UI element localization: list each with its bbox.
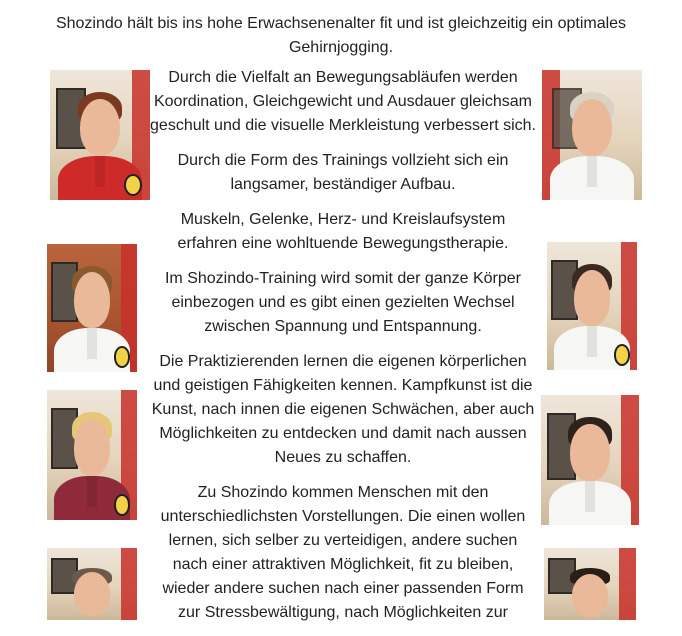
paragraph-5: Die Praktizierenden lernen die eigenen körperlichen und geistigen Fähigkeiten kennen. Kampfkunst ist die Kunst, nach innen die eigenen Schwächen, aber auch Möglichkeiten zu entdecken und damit nach aussen Neues zu schaffen.	[151, 353, 535, 466]
paragraph-3: Muskeln, Gelenke, Herz- und Kreislaufsystem erfahren eine wohltuende Bewegungstherapie.	[177, 211, 509, 252]
portrait-photo-left-2	[47, 244, 137, 372]
paragraph-4: Im Shozindo-Training wird somit der ganze Körper einbezogen und es gibt einen gezielten Wechsel zwischen Spannung und Entspannung.	[164, 270, 521, 335]
portrait-photo-right-2	[547, 242, 637, 370]
intro-text: Shozindo hält bis ins hohe Erwachsenenalter fit und ist gleichzeitig ein optimales Gehirnjogging.	[55, 15, 627, 56]
portrait-photo-left-3	[47, 390, 137, 520]
paragraph-2: Durch die Form des Trainings vollzieht sich ein langsamer, beständiger Aufbau.	[177, 152, 509, 193]
portrait-photo-right-4	[544, 548, 636, 620]
portrait-photo-left-1	[50, 70, 150, 200]
paragraph-6: Zu Shozindo kommen Menschen mit den unterschiedlichsten Vorstellungen. Die einen wollen lernen, sich selber zu verteidigen, andere suchen nach einer attraktiven Möglichkeit, fit zu bleiben, wieder andere suchen nach einer passenden Form zur Stressbewältigung, nach Möglichkeiten zur	[160, 484, 526, 621]
portrait-photo-right-1	[542, 70, 642, 200]
body-text	[150, 66, 536, 636]
paragraph-1: Durch die Vielfalt an Bewegungsabläufen werden Koordination, Gleichgewicht und Ausdauer gleichsam geschult und die visuelle Merkleistung verbessert sich.	[150, 69, 536, 134]
portrait-photo-right-3	[541, 395, 639, 525]
portrait-photo-left-4	[47, 548, 137, 620]
